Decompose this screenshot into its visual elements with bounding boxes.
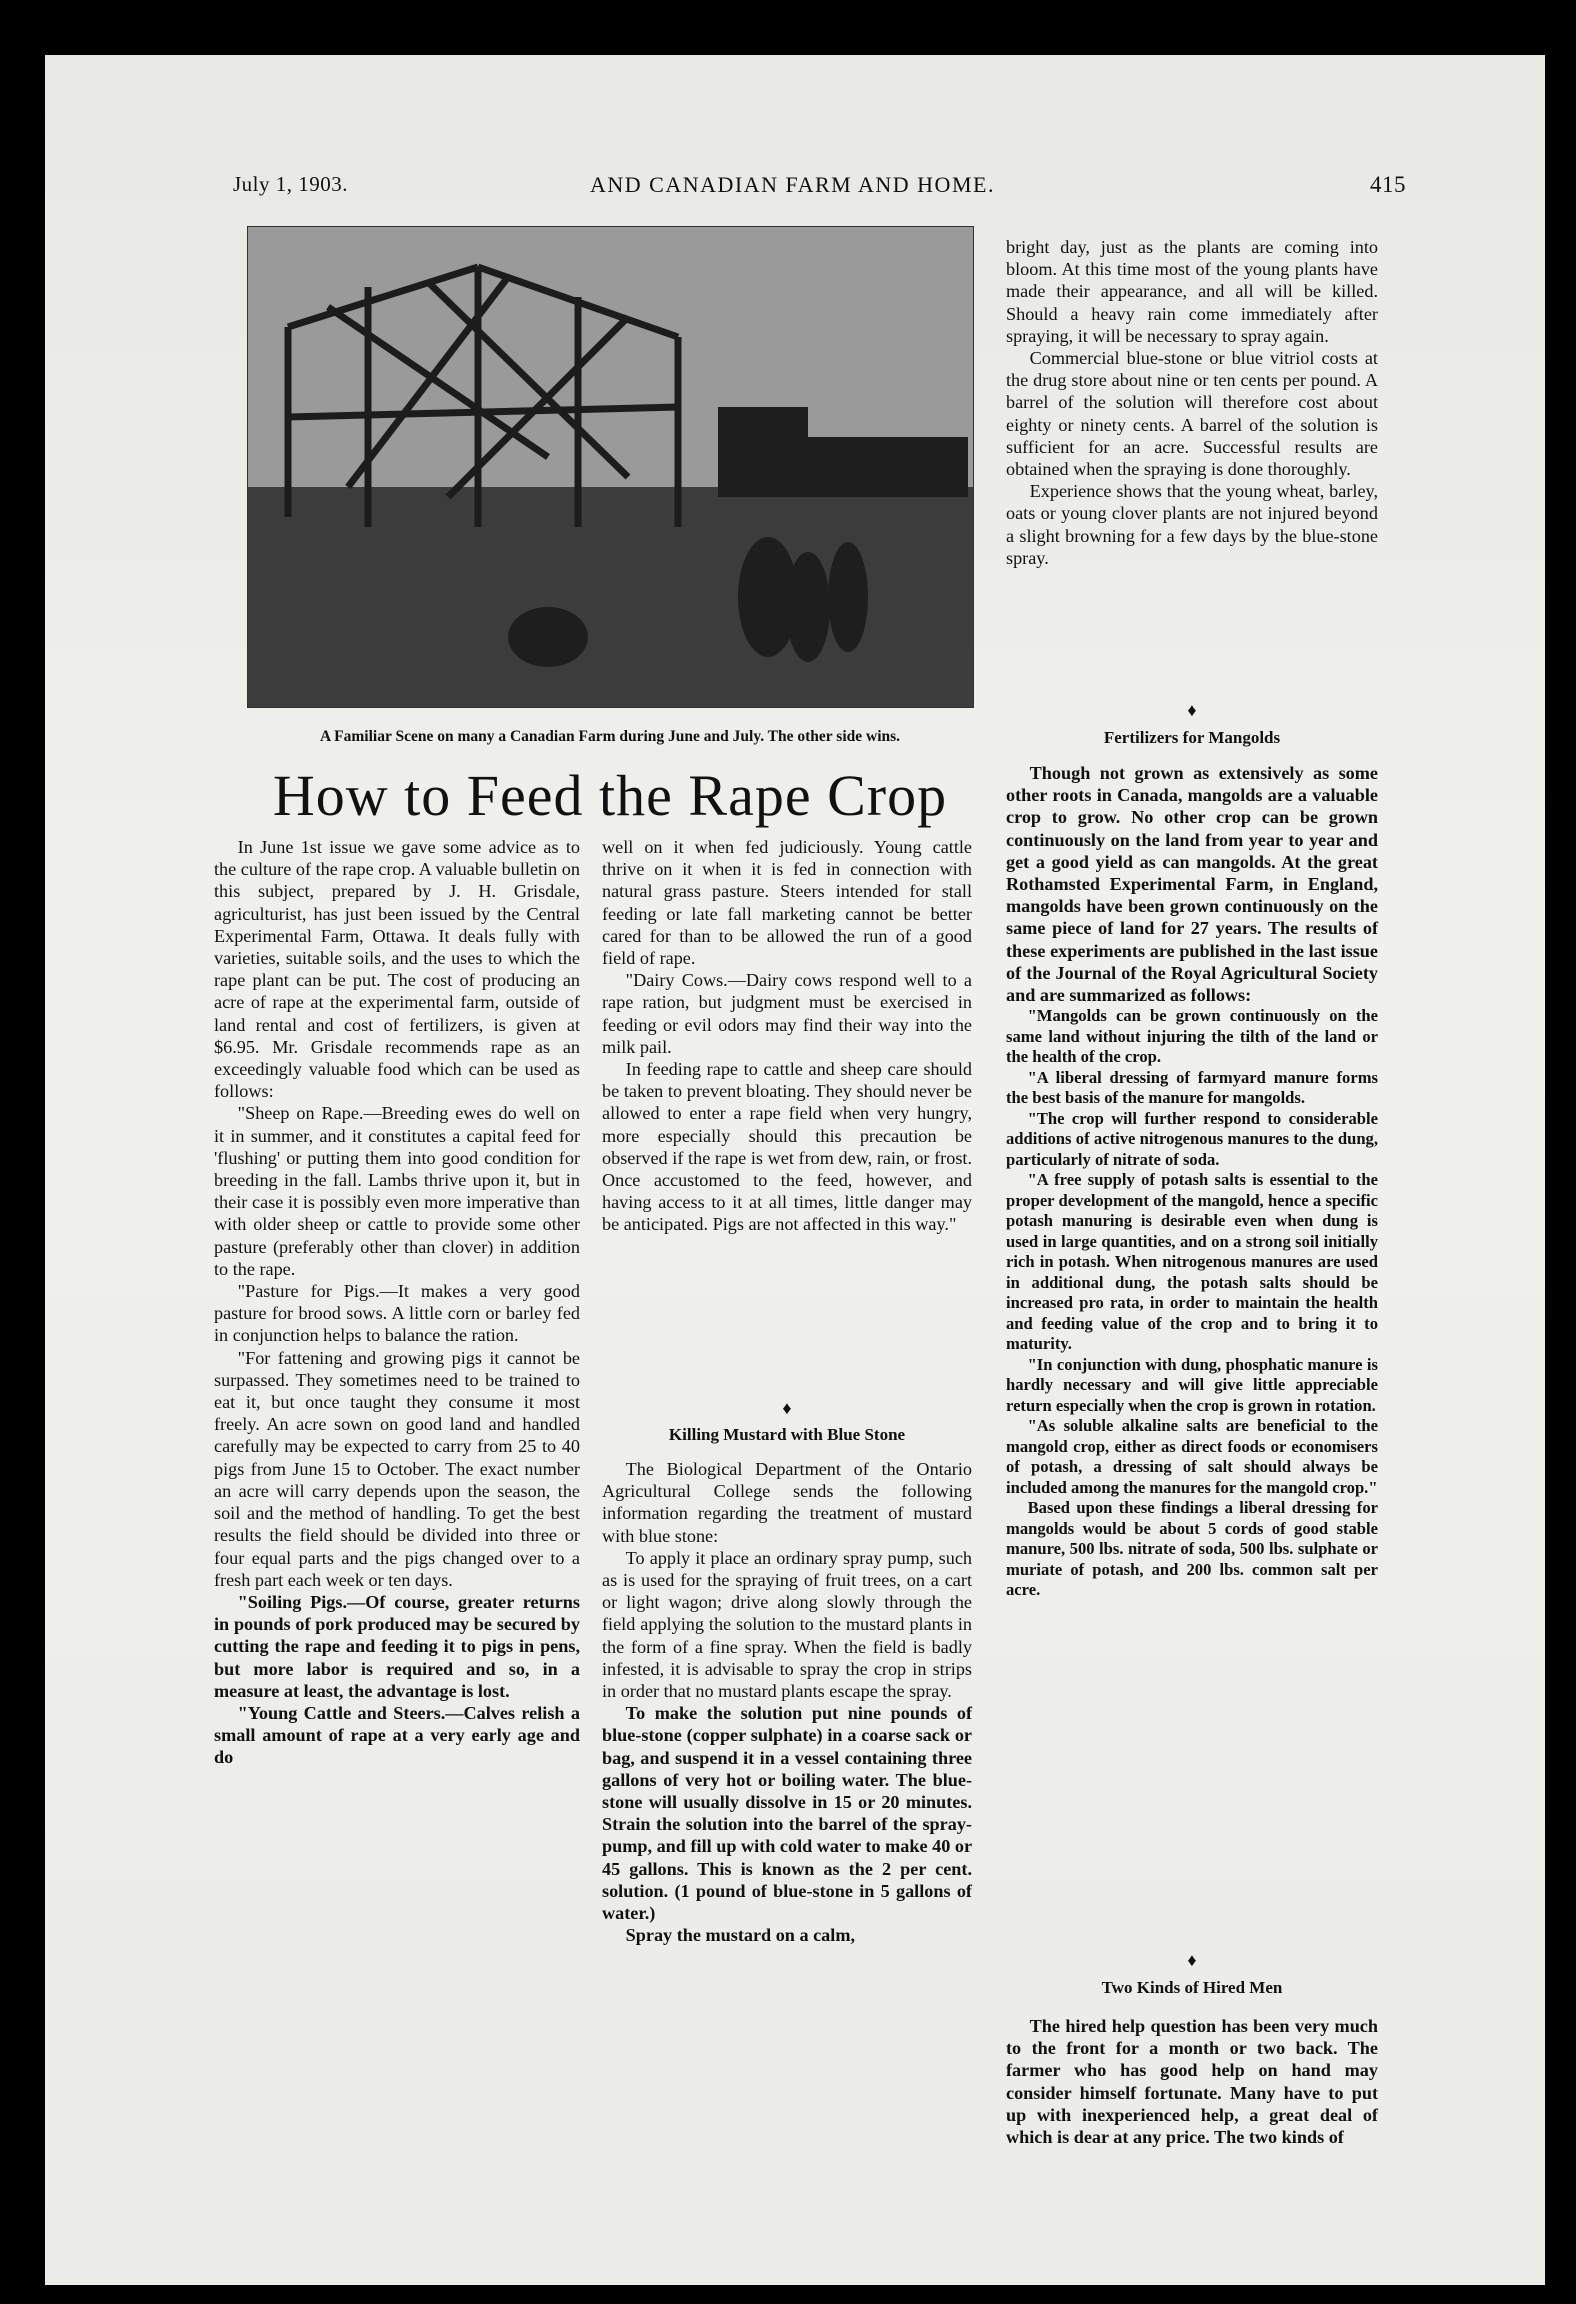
paragraph: "As soluble alkaline salts are beneficial to the mangold crop, either as direct foods or economisers of potash, a dressing of salt should always be included among the manures for the mangold crop."	[1006, 1416, 1378, 1497]
paragraph: "The crop will further respond to considerable additions of active nitrogenous manures to the dung, particularly of nitrate of soda.	[1006, 1108, 1378, 1169]
paragraph: "A free supply of potash salts is essential to the proper development of the mangold, hence a specific potash manuring is desirable even when dung is used in large quantities, and on a strong soil initially rich in potash. When nitrogenous manures are used in additional dung, the potash salts should be increased pro rata, in order to maintain the health and feeding value of the crop and to bring it to maturity.	[1006, 1170, 1378, 1354]
paragraph: The Biological Department of the Ontario Agricultural College sends the following information regarding the treatment of mustard with blue stone:	[602, 1459, 972, 1546]
paragraph: "Young Cattle and Steers.—Calves relish a small amount of rape at a very early age and do	[214, 1702, 580, 1768]
paragraph: Experience shows that the young wheat, barley, oats or young clover plants are not injured beyond a slight browning for a few days by the blue-stone spray.	[1006, 481, 1378, 568]
photo-caption: A Familiar Scene on many a Canadian Farm during June and July. The other side wins.	[319, 728, 901, 745]
section-ornament: ♦	[782, 1398, 792, 1418]
article-headline: How to Feed the Rape Crop	[272, 763, 948, 828]
paragraph: "Sheep on Rape.—Breeding ewes do well on it in summer, and it constitutes a capital feed for 'flushing' or putting them into good condition for breeding in the fall. Lambs thrive upon it, but in their case it is possibly even more imperative than with older sheep or cattle to provide some other pasture (preferably other than clover) in addition to the rape.	[214, 1103, 580, 1279]
paragraph: "Dairy Cows.—Dairy cows respond well to a rape ration, but judgment must be exercised in feeding or evil odors may find their way into the milk pail.	[602, 970, 972, 1057]
mustard-heading: Killing Mustard with Blue Stone	[668, 1425, 906, 1444]
paragraph: "Pasture for Pigs.—It makes a very good pasture for brood sows. A little corn or barley fed in conjunction helps to balance the ration.	[214, 1281, 580, 1346]
paragraph: well on it when fed judiciously. Young cattle thrive on it when it is fed in connection with natural grass pasture. Steers intended for stall feeding or late fall marketing cannot be better cared for than to be allowed the run of a good field of rape.	[602, 837, 972, 969]
mustard-continued-column	[1006, 236, 1378, 569]
page-number: 415	[1370, 172, 1406, 197]
paragraph: Though not grown as extensively as some other roots in Canada, mangolds are a valuable crop to grow. No other crop can be grown continuously on the land from year to year and get a good yield as can mangolds. At the great Rothamsted Experimental Farm, in England, mangolds have been grown continuously on the same piece of land for 27 years. The results of these experiments are published in the last issue of the Journal of the Royal Agricultural Society and are summarized as follows:	[1006, 763, 1378, 1006]
paragraph: The hired help question has been very much to the front for a month or two back. The farmer who has good help on hand may consider himself fortunate. Many have to put up with inexperienced help, a great deal of which is dear at any price. The two kinds of	[1006, 2016, 1378, 2148]
paragraph: Based upon these findings a liberal dressing for mangolds would be about 5 cords of good stable manure, 500 lbs. nitrate of soda, 500 lbs. sulphate or muriate of potash, and 200 lbs. common salt per acre.	[1006, 1498, 1378, 1600]
section-ornament: ♦	[1187, 700, 1197, 720]
mustard-column	[602, 1458, 972, 1946]
paragraph: In June 1st issue we gave some advice as to the culture of the rape crop. A valuable bulletin on this subject, prepared by J. H. Grisdale, agriculturist, has just been issued by the Central Experimental Farm, Ottawa. It deals fully with varieties, suitable soils, and the uses to which the rape plant can be put. The cost of producing an acre of rape at the experimental farm, outside of land rental and cost of fertilizers, is given at $6.95. Mr. Grisdale recommends rape as an exceedingly valuable food which can be used as follows:	[214, 837, 580, 1102]
hired-men-column	[1006, 2015, 1378, 2148]
article-column-1	[214, 836, 580, 1769]
paragraph: Spray the mustard on a calm,	[625, 1925, 856, 1946]
paragraph: "Mangolds can be grown continuously on the same land without injuring the tilth of the land or the health of the crop.	[1006, 1006, 1378, 1067]
paragraph: bright day, just as the plants are coming into bloom. At this time most of the young plants have made their appearance, and all will be killed. Should a heavy rain come immediately after spraying, it will be necessary to spray again.	[1006, 237, 1378, 346]
paragraph: To apply it place an ordinary spray pump, such as is used for the spraying of fruit trees, on a cart or light wagon; drive along slowly through the field applying the solution to the mustard plants in the form of a fine spray. When the field is badly infested, it is advisable to spray the crop in strips in order that no mustard plants escape the spray.	[602, 1547, 972, 1702]
mangolds-heading: Fertilizers for Mangolds	[1103, 728, 1281, 747]
paragraph: "In conjunction with dung, phosphatic manure is hardly necessary and will give little appreciable return especially when the crop is grown in rotation.	[1006, 1354, 1378, 1415]
hired-men-heading: Two Kinds of Hired Men	[1101, 1978, 1283, 1997]
paragraph: To make the solution put nine pounds of blue-stone (copper sulphate) in a coarse sack or bag, and suspend it in a vessel containing three gallons of very hot or boiling water. The blue-stone will usually dissolve in 15 or 20 minutes. Strain the solution into the barrel of the spray-pump, and fill up with cold water to make 40 or 45 gallons. This is known as the 2 per cent. solution. (1 pound of blue-stone in 5 gallons of water.)	[602, 1703, 973, 1924]
paragraph: "Soiling Pigs.—Of course, greater returns in pounds of pork produced may be secured by cutting the rape and feeding it to pigs in pens, but more labor is required and so, in a measure at least, the advantage is lost.	[214, 1591, 580, 1701]
article-column-2	[602, 836, 972, 1236]
mangolds-column	[1006, 762, 1378, 1601]
section-ornament: ♦	[1187, 1950, 1197, 1970]
farm-photo	[247, 226, 974, 708]
paragraph: In feeding rape to cattle and sheep care should be taken to prevent bloating. They should never be allowed to enter a rape field when very hungry, more especially should this precaution be observed if the rape is wet from dew, rain, or frost. Once accustomed to the feed, however, and having access to it at all times, little danger may be anticipated. Pigs are not affected in this way."	[602, 1059, 972, 1235]
paragraph: "For fattening and growing pigs it cannot be surpassed. They sometimes need to be trained to eat it, but once taught they consume it most freely. An acre sown on good land and handled carefully may be expected to carry from 25 to 40 pigs from June 15 to October. The exact number an acre will carry depends upon the season, the soil and the method of handling. To get the best results the field should be divided into three or four equal parts and the pigs changed over to a fresh part each week or ten days.	[214, 1347, 580, 1590]
header-title: AND CANADIAN FARM AND HOME.	[590, 172, 995, 197]
header-date: July 1, 1903.	[233, 172, 349, 196]
paragraph: Commercial blue-stone or blue vitriol costs at the drug store about nine or ten cents per pound. A barrel of the solution will therefore cost about eighty or ninety cents. A barrel of the solution is sufficient for an acre. Successful results are obtained when the spraying is done thoroughly.	[1006, 348, 1378, 480]
paragraph: "A liberal dressing of farmyard manure forms the best basis of the manure for mangolds.	[1006, 1067, 1378, 1108]
